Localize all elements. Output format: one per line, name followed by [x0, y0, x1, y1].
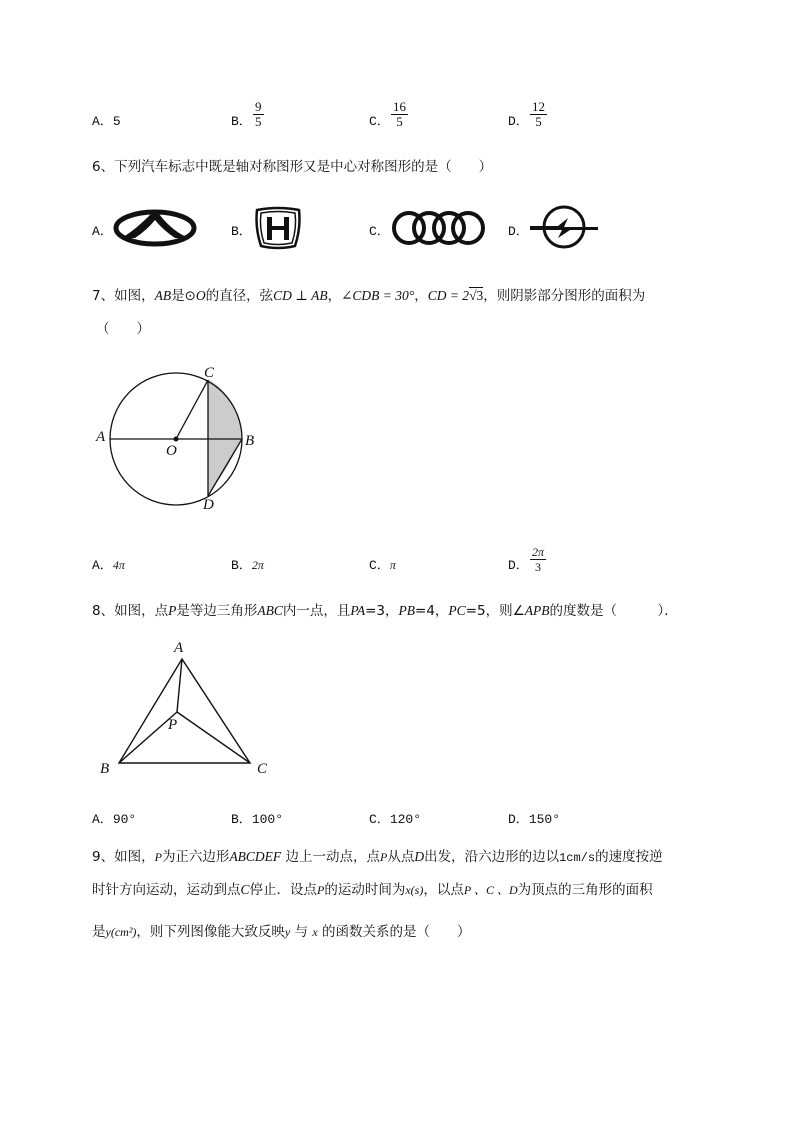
q5-option-d-fraction: $\frac{12}{5}$ [532, 99, 545, 129]
q7-label-a: A [96, 429, 106, 445]
q7-label-b: B [245, 433, 255, 449]
q7-label-d: D [203, 497, 214, 513]
q7-label-c: C [204, 365, 215, 381]
q7-label-o: O [166, 443, 177, 459]
q6-option-a-letter[interactable]: A． [92, 224, 113, 239]
q7-answer-paren: （ ） [96, 321, 150, 337]
q9-stem-line3: 是y(cm²)，则下列图像能大致反映y 与 x 的函数关系的是（ ） [92, 924, 471, 940]
q6-option-d-letter[interactable]: D． [508, 224, 529, 239]
q9-stem-line2: 时针方向运动，运动到点C停止．设点P的运动时间为x(s)，以点P 、C 、D为顶点的三角形的面积 [92, 882, 653, 898]
q8-option-c[interactable]: C．120° [369, 812, 422, 827]
q5-option-d-letter[interactable]: D． [508, 114, 529, 129]
q8-label-a: A [174, 640, 184, 656]
q6-option-c-letter[interactable]: C． [369, 224, 390, 239]
q7-option-a[interactable]: A．4π [92, 558, 125, 573]
q8-label-c: C [257, 761, 268, 777]
q8-option-a[interactable]: A．90° [92, 812, 137, 827]
q8-label-b: B [100, 761, 110, 777]
q5-option-b-fraction: $\frac{9}{5}$ [255, 99, 262, 129]
q6-option-b-letter[interactable]: B． [231, 224, 252, 239]
q5-option-c-letter[interactable]: C． [369, 114, 390, 129]
q8-option-d[interactable]: D．150° [508, 812, 561, 827]
q5-option-c-fraction: $\frac{16}{5}$ [393, 99, 406, 129]
q5-option-a[interactable]: A．5 [92, 114, 121, 129]
q7-option-c[interactable]: C．π [369, 558, 396, 573]
q9-stem-line1: 9、如图，P为正六边形ABCDEF 边上一动点，点P从点D出发，沿六边形的边以1cm/s的速度按逆 [92, 849, 663, 865]
q8-option-b[interactable]: B．100° [231, 812, 284, 827]
q7-option-b[interactable]: B．2π [231, 558, 264, 573]
q6-stem: 6、下列汽车标志中既是轴对称图形又是中心对称图形的是（ ） [92, 159, 493, 175]
q7-stem-line1: 7、如图，AB是⊙O的直径，弦CD ⊥ AB，∠CDB = 30°，CD = 2√3，则阴影部分图形的面积为 [92, 288, 646, 304]
q7-option-d-letter[interactable]: D． [508, 558, 529, 573]
q8-label-p: P [168, 717, 178, 733]
q7-option-d-fraction: $\frac{2\pi}{3}$ [532, 545, 545, 574]
q5-option-b-letter[interactable]: B． [231, 114, 252, 129]
q8-stem: 8、如图，点P是等边三角形ABC内一点，且PA=3，PB=4，PC=5，则∠APB的度数是（ ）． [92, 603, 678, 619]
